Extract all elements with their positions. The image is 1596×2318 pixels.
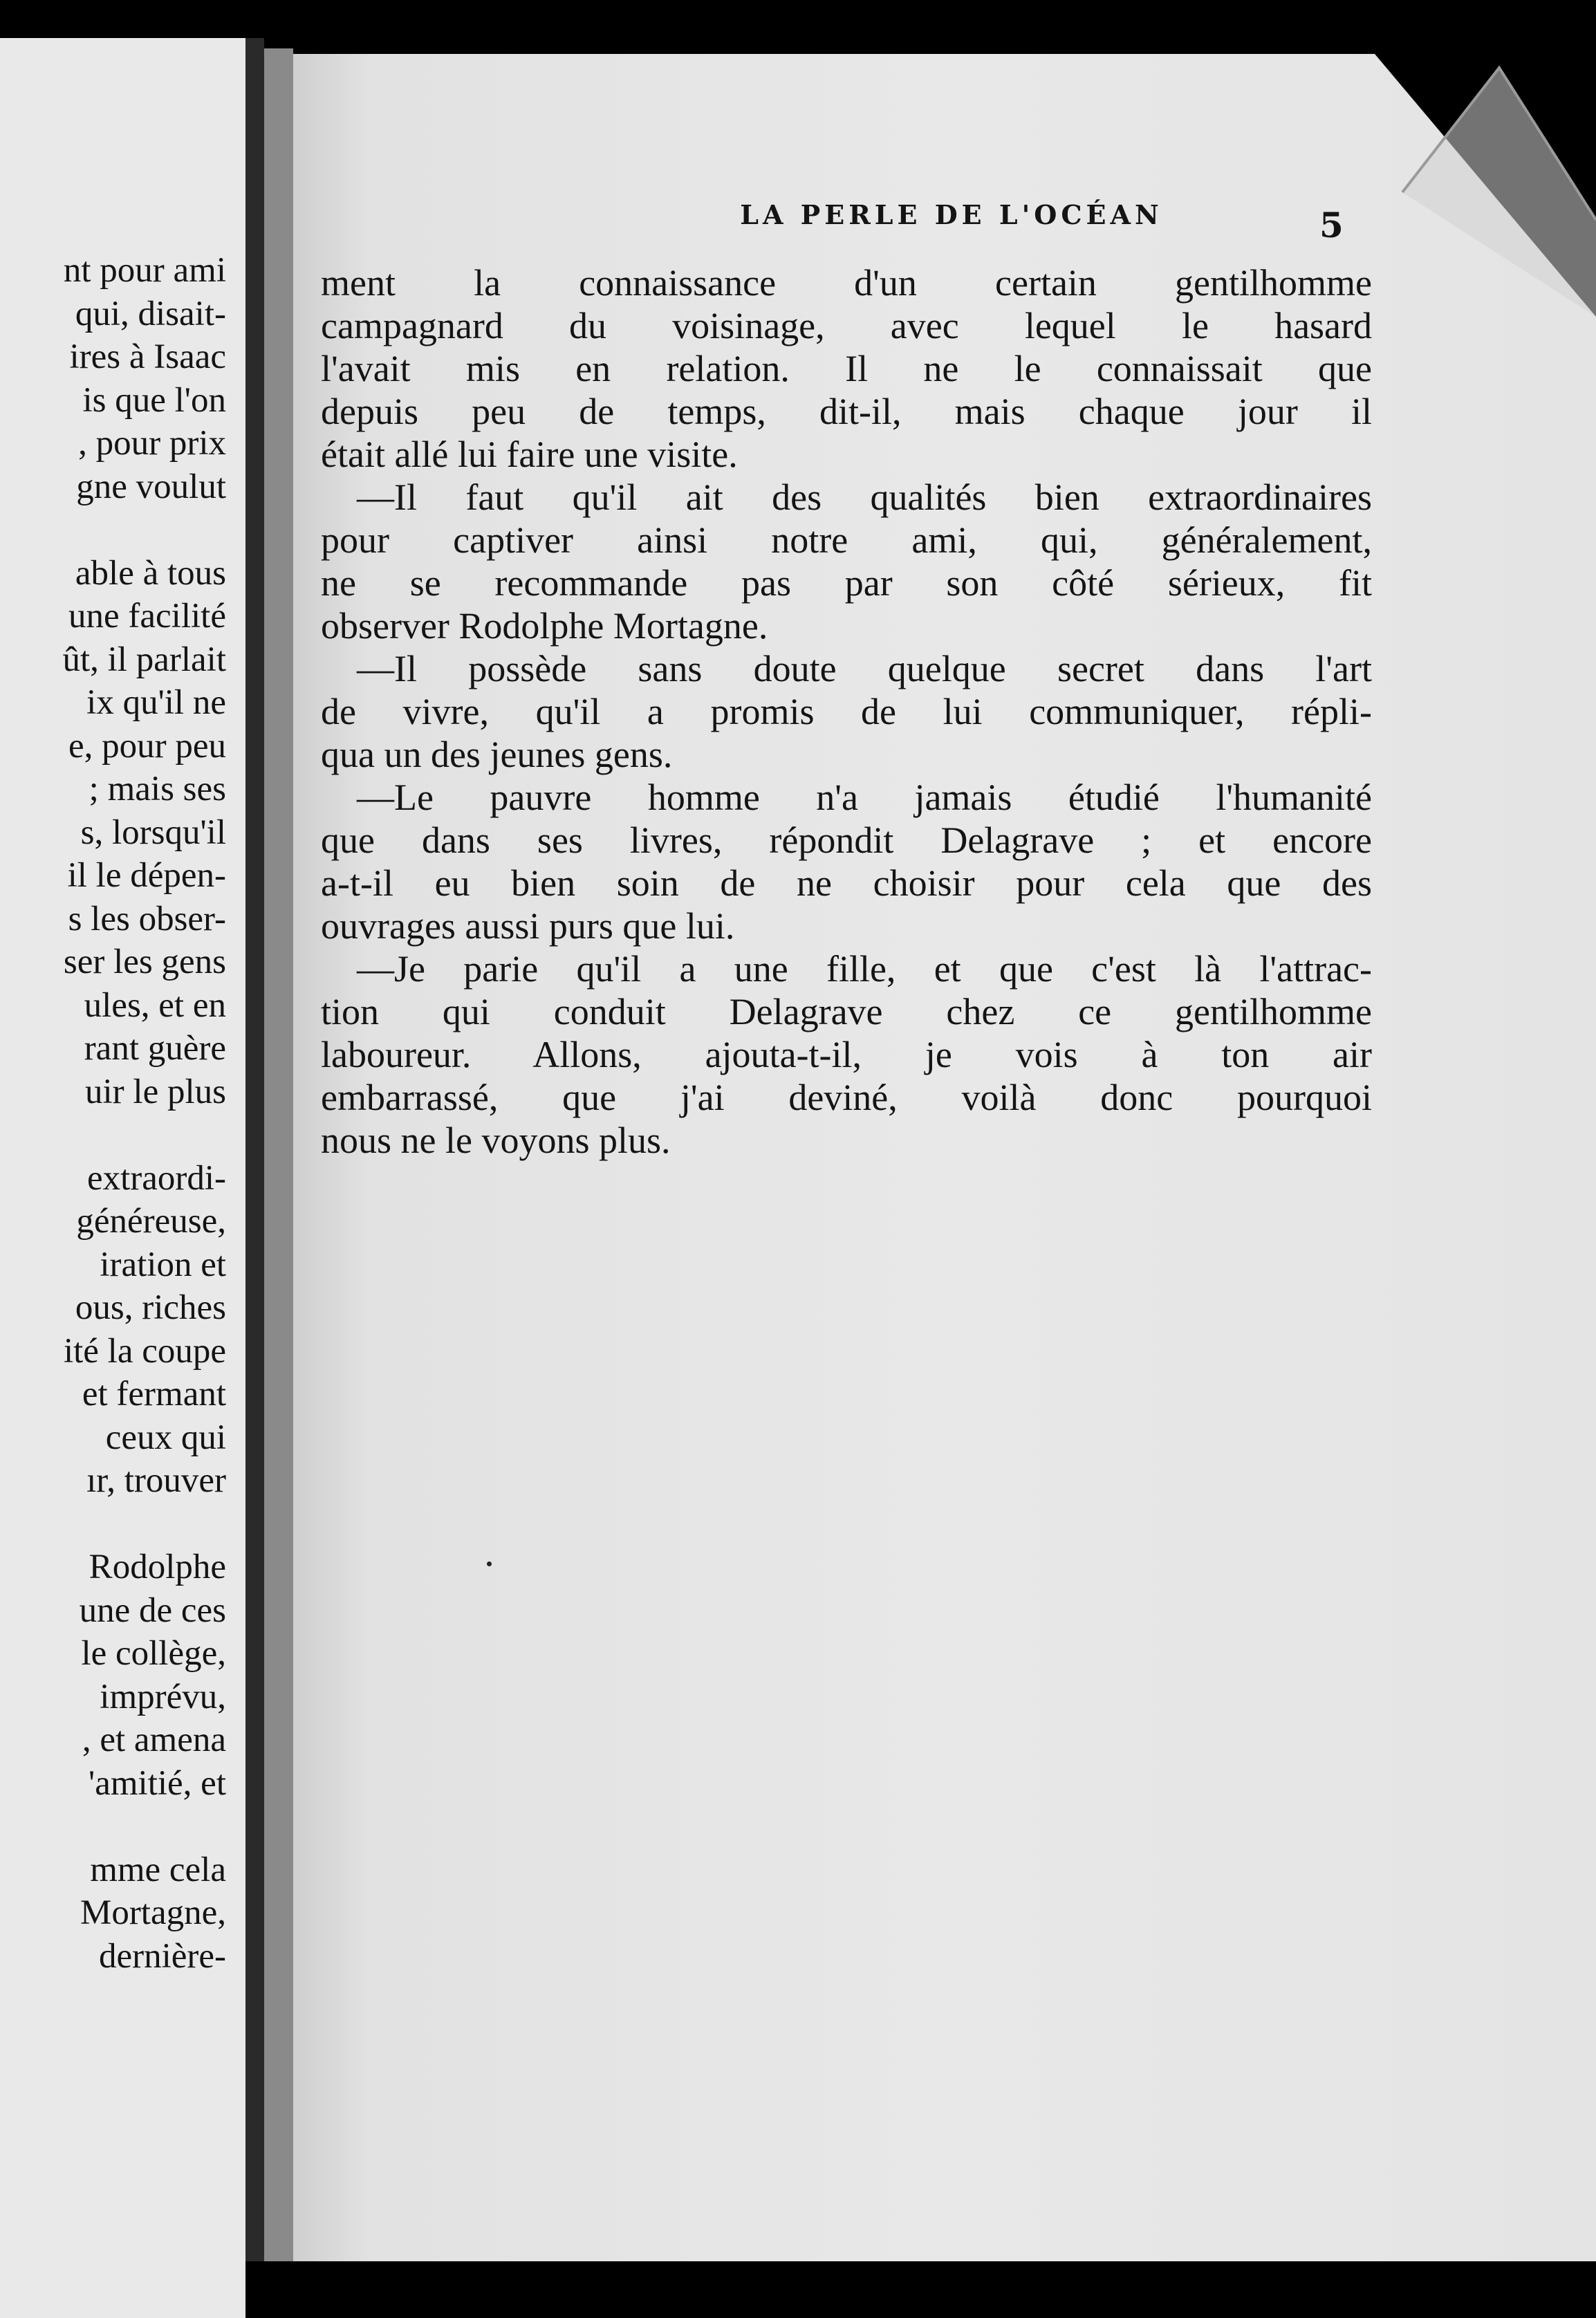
left-text-line: il le dépen- [67, 856, 226, 895]
left-text-line: rant guère [84, 1029, 226, 1068]
body-text-line: depuis peu de temps, dit-il, mais chaque jour il [321, 391, 1372, 432]
left-text-line: ité la coupe [63, 1331, 226, 1371]
left-text-line: ût, il parlait [62, 640, 226, 679]
running-head: LA PERLE DE L'OCÉAN [740, 199, 1163, 230]
left-text-line: ules, et en [84, 985, 226, 1025]
body-text-line: observer Rodolphe Mortagne. [321, 605, 768, 647]
left-text-line: ires à Isaac [69, 337, 226, 376]
left-text-line: , pour prix [78, 424, 226, 463]
left-text-line: is que l'on [82, 380, 226, 420]
body-text-line: ment la connaissance d'un certain gentilhomme [321, 262, 1372, 304]
body-text-line: —Il faut qu'il ait des qualités bien extraordinaires [357, 476, 1372, 518]
page-number: 5 [1319, 205, 1344, 245]
left-text-line: Rodolphe [89, 1548, 226, 1586]
left-text-line: able à tous [75, 553, 226, 593]
left-text-line: s les obser- [68, 899, 226, 938]
left-text-line: gne voulut [76, 467, 226, 506]
folded-corner [1375, 54, 1596, 317]
left-text-line: dernière- [98, 1936, 226, 1976]
left-text-line: extraordi- [86, 1158, 226, 1198]
paper-speck [487, 1561, 492, 1566]
left-text-line: e, pour peu [68, 726, 226, 766]
left-text-line: uir le plus [85, 1072, 226, 1111]
left-page [0, 38, 245, 2318]
left-text-line: 'amitié, et [89, 1763, 226, 1803]
left-text-line: ; mais ses [89, 770, 226, 808]
body-text-line: —Je parie qu'il a une fille, et que c'est là l'attrac- [357, 948, 1372, 990]
body-text-line: ne se recommande pas par son côté sérieux, fit [321, 562, 1372, 604]
left-text-line: ous, riches [75, 1288, 226, 1327]
body-text-line: pour captiver ainsi notre ami, qui, généralement, [321, 519, 1372, 561]
body-text-line: —Le pauvre homme n'a jamais étudié l'humanité [357, 777, 1372, 818]
book-gutter [245, 38, 264, 2279]
left-text-line: qui, disait- [75, 294, 226, 333]
body-text-line: était allé lui faire une visite. [321, 434, 738, 475]
left-text-line: et fermant [82, 1375, 226, 1413]
left-text-line: mme cela [90, 1850, 226, 1889]
body-text-line: de vivre, qu'il a promis de lui communiquer, répli- [321, 691, 1372, 732]
body-text-line: —Il possède sans doute quelque secret dans l'art [357, 648, 1372, 689]
page-edge-shadow [264, 48, 293, 2261]
body-text-line: tion qui conduit Delagrave chez ce gentilhomme [321, 991, 1372, 1032]
left-text-line: Mortagne, [80, 1893, 226, 1932]
body-text-line: laboureur. Allons, ajouta-t-il, je vois à ton air [321, 1034, 1372, 1075]
left-text-line: ser les gens [63, 943, 226, 981]
left-text-line: généreuse, [76, 1202, 226, 1241]
body-text-line: l'avait mis en relation. Il ne le connaissait que [321, 348, 1372, 389]
left-text-line: , et amena [82, 1721, 226, 1759]
scan-border [245, 2261, 1596, 2318]
left-text-line: imprévu, [100, 1677, 226, 1716]
left-text-line: iration et [100, 1245, 226, 1284]
left-text-line: une facilité [68, 597, 226, 636]
left-text-line: ceux qui [105, 1418, 226, 1457]
left-text-line: nt pour ami [63, 251, 226, 290]
left-text-line: le collège, [81, 1634, 226, 1673]
body-text-line: embarrassé, que j'ai deviné, voilà donc pourquoi [321, 1077, 1372, 1118]
body-text-line: ouvrages aussi purs que lui. [321, 905, 735, 947]
left-text-line: ır, trouver [86, 1461, 226, 1500]
body-text-line: qua un des jeunes gens. [321, 734, 673, 775]
left-text-line: une de ces [79, 1591, 226, 1630]
body-text-line: nous ne le voyons plus. [321, 1120, 671, 1161]
body-text-line: a-t-il eu bien soin de ne choisir pour cela que des [321, 862, 1372, 904]
body-text-line: que dans ses livres, répondit Delagrave ; et encore [321, 819, 1372, 861]
left-text-line: ix qu'il ne [86, 683, 226, 722]
body-text-line: campagnard du voisinage, avec lequel le hasard [321, 305, 1372, 346]
right-page [293, 54, 1596, 2267]
left-text-line: s, lorsqu'il [80, 813, 226, 852]
